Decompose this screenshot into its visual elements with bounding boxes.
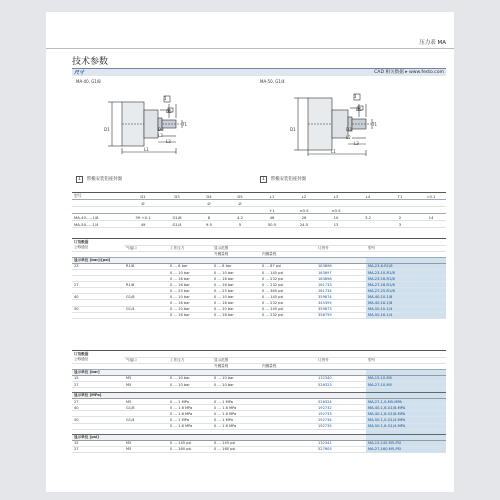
col-header: D4: [194, 193, 224, 200]
type-code: MA-40-10-1/8: [366, 294, 446, 300]
order1-subheader-row: 外圈量程 内圈量程: [72, 251, 446, 257]
dim-cell: MA-40-...-1/8: [72, 214, 126, 221]
drawing2-d3: D3: [346, 127, 352, 132]
table-cell: M5: [124, 446, 168, 452]
table-cell: G1/4: [124, 306, 168, 312]
table-cell: 0 … 10 bar: [168, 306, 212, 312]
order-table-2: [72, 350, 446, 453]
order-number: 359874: [316, 294, 366, 300]
dim-cell: 8: [194, 214, 224, 221]
legend-text: 带搬安装铝座封圈: [270, 177, 306, 182]
type-code: MA-40-16-1/8: [366, 300, 446, 306]
order-number: 132340: [316, 375, 366, 381]
table-cell: 0 … 145 psi: [212, 440, 260, 446]
dim-cell: G1/4: [160, 221, 194, 228]
table-cell: 0 … 16 bar: [168, 282, 212, 288]
drawing1-l2: L2: [158, 133, 163, 138]
legend-box: 1: [262, 177, 265, 182]
drawing2-callout: 1: [354, 94, 357, 99]
col-header: L1: [256, 193, 288, 200]
table-cell: [124, 312, 168, 318]
drawing2-l1: L1: [331, 149, 336, 154]
gauge-drawing-ma40: [72, 84, 212, 156]
dim-cell: MA-50-...-1/4: [72, 221, 126, 228]
dim-cell: 13: [320, 221, 352, 228]
dim-cell: 24.5: [288, 221, 320, 228]
table-cell: 27: [72, 446, 124, 452]
dimension-table: [72, 192, 446, 228]
legend-box: 1: [78, 177, 81, 182]
type-code: MA-27-16-R1/8: [366, 282, 446, 288]
drawing1-t1: T1: [182, 122, 187, 127]
type-code: MA-40-1,6-G1/8-MPA: [366, 411, 446, 417]
order-number: 192733: [316, 411, 366, 417]
table-cell: 0 … 6 bar: [212, 263, 260, 269]
table-cell: [260, 446, 316, 452]
col-header: L2: [288, 193, 320, 200]
col-header: D3: [160, 193, 194, 200]
dim-cell: [352, 221, 384, 228]
col-header: T1: [384, 193, 416, 200]
table-cell: 0 … 10 bar: [212, 306, 260, 312]
order1-title-row: 订货数据: [72, 239, 446, 245]
table-cell: 0 … 16 bar: [168, 312, 212, 318]
order2-subheader-row: 外圈量程 内圈量程: [72, 363, 446, 369]
drawing2-t1: T1: [372, 122, 377, 127]
dim-cell: 4.2: [224, 214, 256, 221]
order-number: 192735: [316, 423, 366, 429]
table-cell: 27: [72, 282, 124, 288]
table-cell: 0 … 360 psi: [260, 288, 316, 294]
table-cell: 27: [72, 399, 124, 405]
dim-cell: 39 +0.1: [126, 214, 160, 221]
table-cell: 50: [72, 306, 124, 312]
dim-row: [72, 221, 446, 228]
type-code: MA-50-1,0-G1/4-MPA: [366, 417, 446, 423]
section-title: 显示单位 [MPa]: [72, 393, 366, 399]
dim-tolerance-row: +1 ±0.5 ±0.5: [72, 207, 446, 214]
col-header: D5: [224, 193, 256, 200]
header-divider: [46, 48, 454, 49]
order2-title-row: 订货数据: [72, 351, 446, 357]
gauge-drawing-ma50: [258, 84, 398, 156]
order-number: 359873: [316, 306, 366, 312]
table-cell: G1/4: [124, 417, 168, 423]
drawing2-l2: L2: [346, 135, 351, 140]
table-cell: 0 … 10 bar: [212, 269, 260, 275]
drawing1-l1: L1: [144, 147, 149, 152]
dim-subheader-row: Ø Ø Ø: [72, 200, 446, 207]
drawing1-legend: [76, 176, 122, 183]
table-cell: 0 … 6 bar: [168, 263, 212, 269]
type-code: MA-27-10-M5: [366, 381, 446, 387]
table-cell: R1/8: [124, 282, 168, 288]
section-title: 显示单位 [bar]: [72, 369, 366, 375]
drawing2-d1: D1: [290, 127, 296, 132]
table-cell: 0 … 87 psi: [260, 263, 316, 269]
table-cell: 0 … 25 bar: [168, 288, 212, 294]
order-number: 161734: [316, 288, 366, 294]
table-cell: 0 … 1.6 MPa: [212, 423, 260, 429]
drawing2-l3: L3: [354, 141, 359, 146]
table-cell: 0 … 16 bar: [212, 282, 260, 288]
dim-cell: 2: [384, 214, 416, 221]
col-header: D1: [126, 193, 160, 200]
col-header: L4: [352, 193, 384, 200]
table-cell: 0 … 160 psi: [168, 446, 212, 452]
table-cell: 0 … 16 bar: [212, 276, 260, 282]
dim-cell: 3.2: [352, 214, 384, 221]
dim-cell: 46: [256, 214, 288, 221]
drawing1-d1: D1: [104, 127, 110, 132]
table-cell: 0 … 1.6 MPa: [168, 423, 212, 429]
table-cell: 0 … 10 bar: [212, 294, 260, 300]
order-number: 132341: [316, 440, 366, 446]
drawing1-caption: MA-40, G1/8: [76, 79, 101, 84]
table-cell: G1/8: [124, 294, 168, 300]
page-title: 技术参数: [72, 57, 109, 67]
dim-cell: 10: [320, 214, 352, 221]
table-cell: 40: [72, 405, 124, 411]
order1-section-row: 显示单位 [bar]/[psi]: [72, 257, 446, 263]
datasheet-page: [46, 12, 454, 492]
table-cell: [72, 312, 124, 318]
drawing1-d3: D3: [158, 127, 164, 132]
table-cell: 50: [72, 417, 124, 423]
order-number: 192734: [316, 417, 366, 423]
dim-cell: 26: [288, 214, 320, 221]
type-code: MA-23-6-R1/8: [366, 263, 446, 269]
table-cell: 40: [72, 294, 124, 300]
type-code: MA-50-16-1/4: [366, 312, 446, 318]
table-cell: 0 … 25 bar: [212, 288, 260, 294]
type-code: MA-23-16-R1/8: [366, 276, 446, 282]
order-number: 527605: [316, 446, 366, 452]
table-cell: 0 … 232 psi: [260, 300, 316, 306]
cad-link[interactable]: CAD 相关数据 ▸ www.festo.com: [374, 70, 444, 75]
table-cell: 0 … 10 bar: [168, 375, 212, 381]
table-cell: 0 … 16 bar: [168, 300, 212, 306]
table-cell: M5: [124, 375, 168, 381]
table-cell: 0 … 1 MPa: [168, 417, 212, 423]
section-bar-dimensions: [72, 68, 446, 76]
section-title: 显示单位 [psi]: [72, 434, 366, 440]
table-cell: 0 … 145 psi: [260, 306, 316, 312]
order-number: 192732: [316, 405, 366, 411]
table-cell: 15: [72, 375, 124, 381]
table-cell: 0 … 232 psi: [260, 282, 316, 288]
col-header: L3: [320, 193, 352, 200]
order-number: 526324: [316, 399, 366, 405]
table-cell: M5: [124, 440, 168, 446]
table-cell: 0 … 16 bar: [212, 300, 260, 306]
table-cell: 0 … 10 bar: [168, 294, 212, 300]
table-cell: 0 … 10 bar: [212, 381, 260, 387]
table-cell: 0 … 1 MPa: [212, 399, 260, 405]
dim-cell: 5: [224, 221, 256, 228]
dim-cell: 50.5: [256, 221, 288, 228]
table-cell: 0 … 10 bar: [168, 269, 212, 275]
order-row: [72, 312, 446, 318]
col-header: 型号: [72, 193, 126, 200]
order-number: 356759: [316, 312, 366, 318]
table-cell: 0 … 10 bar: [168, 381, 212, 387]
type-code: MA-50-1,6-G1/4-MPA: [366, 423, 446, 429]
type-code: MA-50-10-1/4: [366, 306, 446, 312]
order2-header-row: 公称通径 气接口 工作压力 显示范围 订货号 型号: [72, 357, 446, 363]
section-title: 尺寸: [74, 70, 85, 76]
order-row: [72, 446, 446, 452]
table-cell: 0 … 1.6 MPa: [168, 411, 212, 417]
drawing1-callout: 1: [164, 96, 167, 101]
header-title: 压力表 MA: [419, 40, 446, 46]
type-code: MA-15-10-M5: [366, 375, 446, 381]
col-header: =0.1: [416, 193, 446, 200]
table-cell: 0 … 1.6 MPa: [212, 411, 260, 417]
type-code: MA-27-160-M5-PSI: [366, 446, 446, 452]
dim-row: [72, 214, 446, 221]
table-cell: 23: [72, 263, 124, 269]
order-number: 345395: [316, 300, 366, 306]
table-cell: 0 … 160 psi: [212, 446, 260, 452]
table-cell: G1/8: [124, 405, 168, 411]
table-cell: 0 … 145 psi: [168, 440, 212, 446]
dim-cell: G1/8: [160, 214, 194, 221]
order-number: 183896: [316, 263, 366, 269]
order-number: 183898: [316, 276, 366, 282]
table-cell: 27: [72, 381, 124, 387]
type-code: MA-27-1,0-M5-MPA: [366, 399, 446, 405]
table-cell: 0 … 145 psi: [260, 269, 316, 275]
order-number: 183897: [316, 269, 366, 275]
dim-cell: 49: [126, 221, 160, 228]
type-code: MA-15-145-M5-PSI: [366, 440, 446, 446]
drawing2-legend: [260, 176, 306, 183]
dim-cell: 9.5: [194, 221, 224, 228]
table-cell: 15: [72, 440, 124, 446]
order-table-1: [72, 238, 446, 319]
table-cell: 0 … 232 psi: [260, 312, 316, 318]
table-cell: M5: [124, 381, 168, 387]
legend-text: 带搬安装铝座封圈: [86, 177, 122, 182]
order1-header-row: 公称通径 气接口 工作压力 显示范围 订货号 型号: [72, 245, 446, 251]
drawing1-l3: L3: [166, 139, 171, 144]
order-number: 161733: [316, 282, 366, 288]
table-cell: 0 … 145 psi: [260, 294, 316, 300]
table-cell: 0 … 16 bar: [168, 276, 212, 282]
drawing2-caption: MA-50, G1/4: [260, 79, 285, 84]
dim-cell: 3: [384, 221, 416, 228]
order-number: 526323: [316, 381, 366, 387]
table-cell: 0 … 16 bar: [212, 312, 260, 318]
type-code: MA-23-10-R1/8: [366, 269, 446, 275]
table-cell: 0 … 1 MPa: [168, 399, 212, 405]
table-cell: 0 … 232 psi: [260, 276, 316, 282]
table-cell: 0 … 1 MPa: [212, 417, 260, 423]
drawing2-d5: D5: [356, 107, 362, 112]
type-code: MA-27-25-R1/8: [366, 288, 446, 294]
table-cell: M5: [124, 399, 168, 405]
type-code: MA-40-1,6-G1/8-MPA: [366, 405, 446, 411]
table-cell: R1/8: [124, 263, 168, 269]
table-cell: 0 … 1.6 MPa: [212, 405, 260, 411]
dim-cell: 14: [416, 214, 446, 221]
table-cell: 0 … 10 bar: [212, 375, 260, 381]
table-cell: 0 … 1.6 MPa: [168, 405, 212, 411]
dim-cell: [416, 221, 446, 228]
drawing1-d5: D5: [166, 109, 172, 114]
